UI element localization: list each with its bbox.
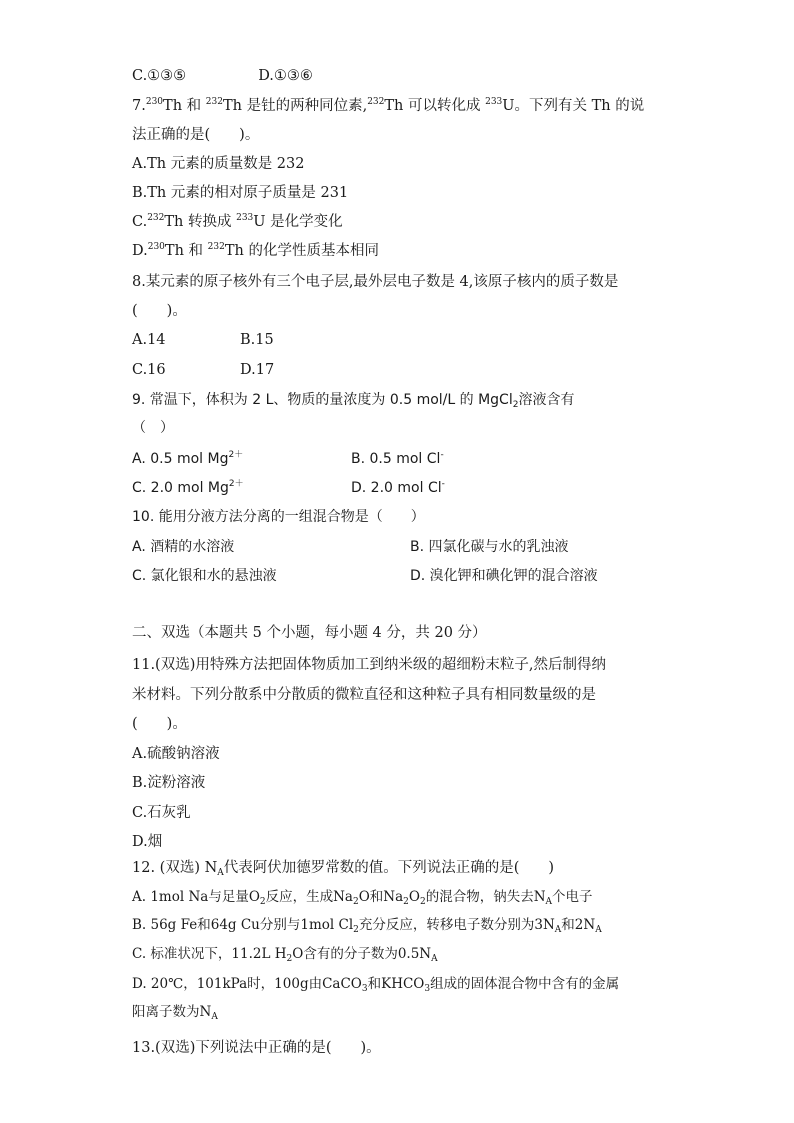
question-7-stem-line-1: 7.$^{230}$Th 和 $^{232}$Th 是钍的两种同位素,$^{232}$Th 可以转化成 $^{233}$U。下列有关 Th 的说 — [132, 97, 645, 114]
q9-option-b: B. 0.5 mol Cl- — [351, 450, 444, 467]
question-9-stem-line-2: （ ） — [132, 420, 174, 436]
question-12-option-d-line-2: 阳离子数为$N_A$ — [132, 1004, 218, 1022]
q8-option-a: A.14 — [132, 332, 166, 348]
question-8-options-row-1 — [132, 330, 274, 350]
question-11-stem-line-1: 11.(双选)用特殊方法把固体物质加工到纳米级的超细粉末粒子,然后制得纳 — [132, 657, 606, 673]
q10-option-a: A. 酒精的水溶液 — [132, 539, 235, 555]
q10-option-b: B. 四氯化碳与水的乳浊液 — [410, 539, 569, 555]
question-11-option-c: C.石灰乳 — [132, 805, 191, 821]
question-6-options-row — [132, 66, 313, 86]
question-12-option-b: B. 56g Fe和64g Cu分别与1mol $Cl_2$充分反应，转移电子数分别为$3N_A$和$2N_A$ — [132, 917, 602, 935]
q9-option-c: C. 2.0 mol $Mg^{2+}$ — [132, 479, 244, 496]
q8-option-c: C.16 — [132, 362, 166, 378]
q8-option-d: D.17 — [240, 362, 275, 378]
q8-option-b: B.15 — [240, 332, 274, 348]
q9-option-d: D. 2.0 mol Cl- — [351, 479, 445, 496]
question-11-option-d: D.烟 — [132, 834, 163, 850]
q9-option-a: A. 0.5 mol $Mg^{2+}$ — [132, 450, 244, 467]
question-7-option-d: D.$^{230}$Th 和 $^{232}$Th 的化学性质基本相同 — [132, 242, 379, 259]
section-2-heading: 二、双选（本题共 5 个小题，每小题 4 分，共 20 分） — [132, 625, 487, 641]
question-8-stem-line-1: 8.某元素的原子核外有三个电子层,最外层电子数是 4,该原子核内的质子数是 — [132, 274, 619, 290]
question-11-stem-line-2: 米材料。下列分散系中分散质的微粒直径和这种粒子具有相同数量级的是 — [132, 687, 596, 703]
q6-option-d: D.①③⑥ — [258, 68, 313, 84]
question-9-options-row-1 — [132, 449, 444, 469]
question-7-option-b: B.Th 元素的相对原子质量是 231 — [132, 185, 349, 201]
question-8-stem-line-2: ( )。 — [132, 303, 187, 319]
question-10-options-row-1 — [132, 537, 569, 557]
q10-option-c: C. 氯化银和水的悬浊液 — [132, 568, 277, 584]
question-12-option-c: C. 标准状况下，11.2L $H_2O$含有的分子数为$0.5N_A$ — [132, 946, 438, 964]
question-11-option-a: A.硫酸钠溶液 — [132, 746, 220, 762]
question-7-option-a: A.Th 元素的质量数是 232 — [132, 156, 305, 172]
q6-option-c: C.①③⑤ — [132, 68, 187, 84]
question-13-stem: 13.(双选)下列说法中正确的是( )。 — [132, 1040, 381, 1056]
question-11-option-b: B.淀粉溶液 — [132, 775, 206, 791]
question-7-option-c: C.$^{232}$Th 转换成 $^{233}$U 是化学变化 — [132, 213, 343, 230]
question-12-option-a: A. 1mol Na与足量$O_2$反应，生成$Na_2O$和$Na_2O_2$的混合物，钠失去$N_A$个电子 — [132, 889, 593, 907]
q10-option-d: D. 溴化钾和碘化钾的混合溶液 — [410, 568, 598, 584]
question-9-options-row-2 — [132, 478, 445, 498]
question-12-option-d-line-1: D. 20℃，101kPa时，100g由CaCO$_3$和$KHCO_3$组成的固体混合物中含有的金属 — [132, 976, 620, 994]
question-10-options-row-2 — [132, 566, 598, 586]
question-9-stem-line-1: 9. 常温下，体积为 2 L、物质的量浓度为 0.5 mol/L 的 MgCl$_2$溶液含有 — [132, 392, 575, 410]
question-7-stem-line-2: 法正确的是( )。 — [132, 127, 260, 143]
question-8-options-row-2 — [132, 360, 274, 380]
question-11-stem-line-3: ( )。 — [132, 716, 187, 732]
question-10-stem: 10. 能用分液方法分离的一组混合物是（ ） — [132, 509, 425, 525]
question-12-stem: 12. (双选) $N_A$代表阿伏加德罗常数的值。下列说法正确的是( ) — [132, 860, 555, 878]
